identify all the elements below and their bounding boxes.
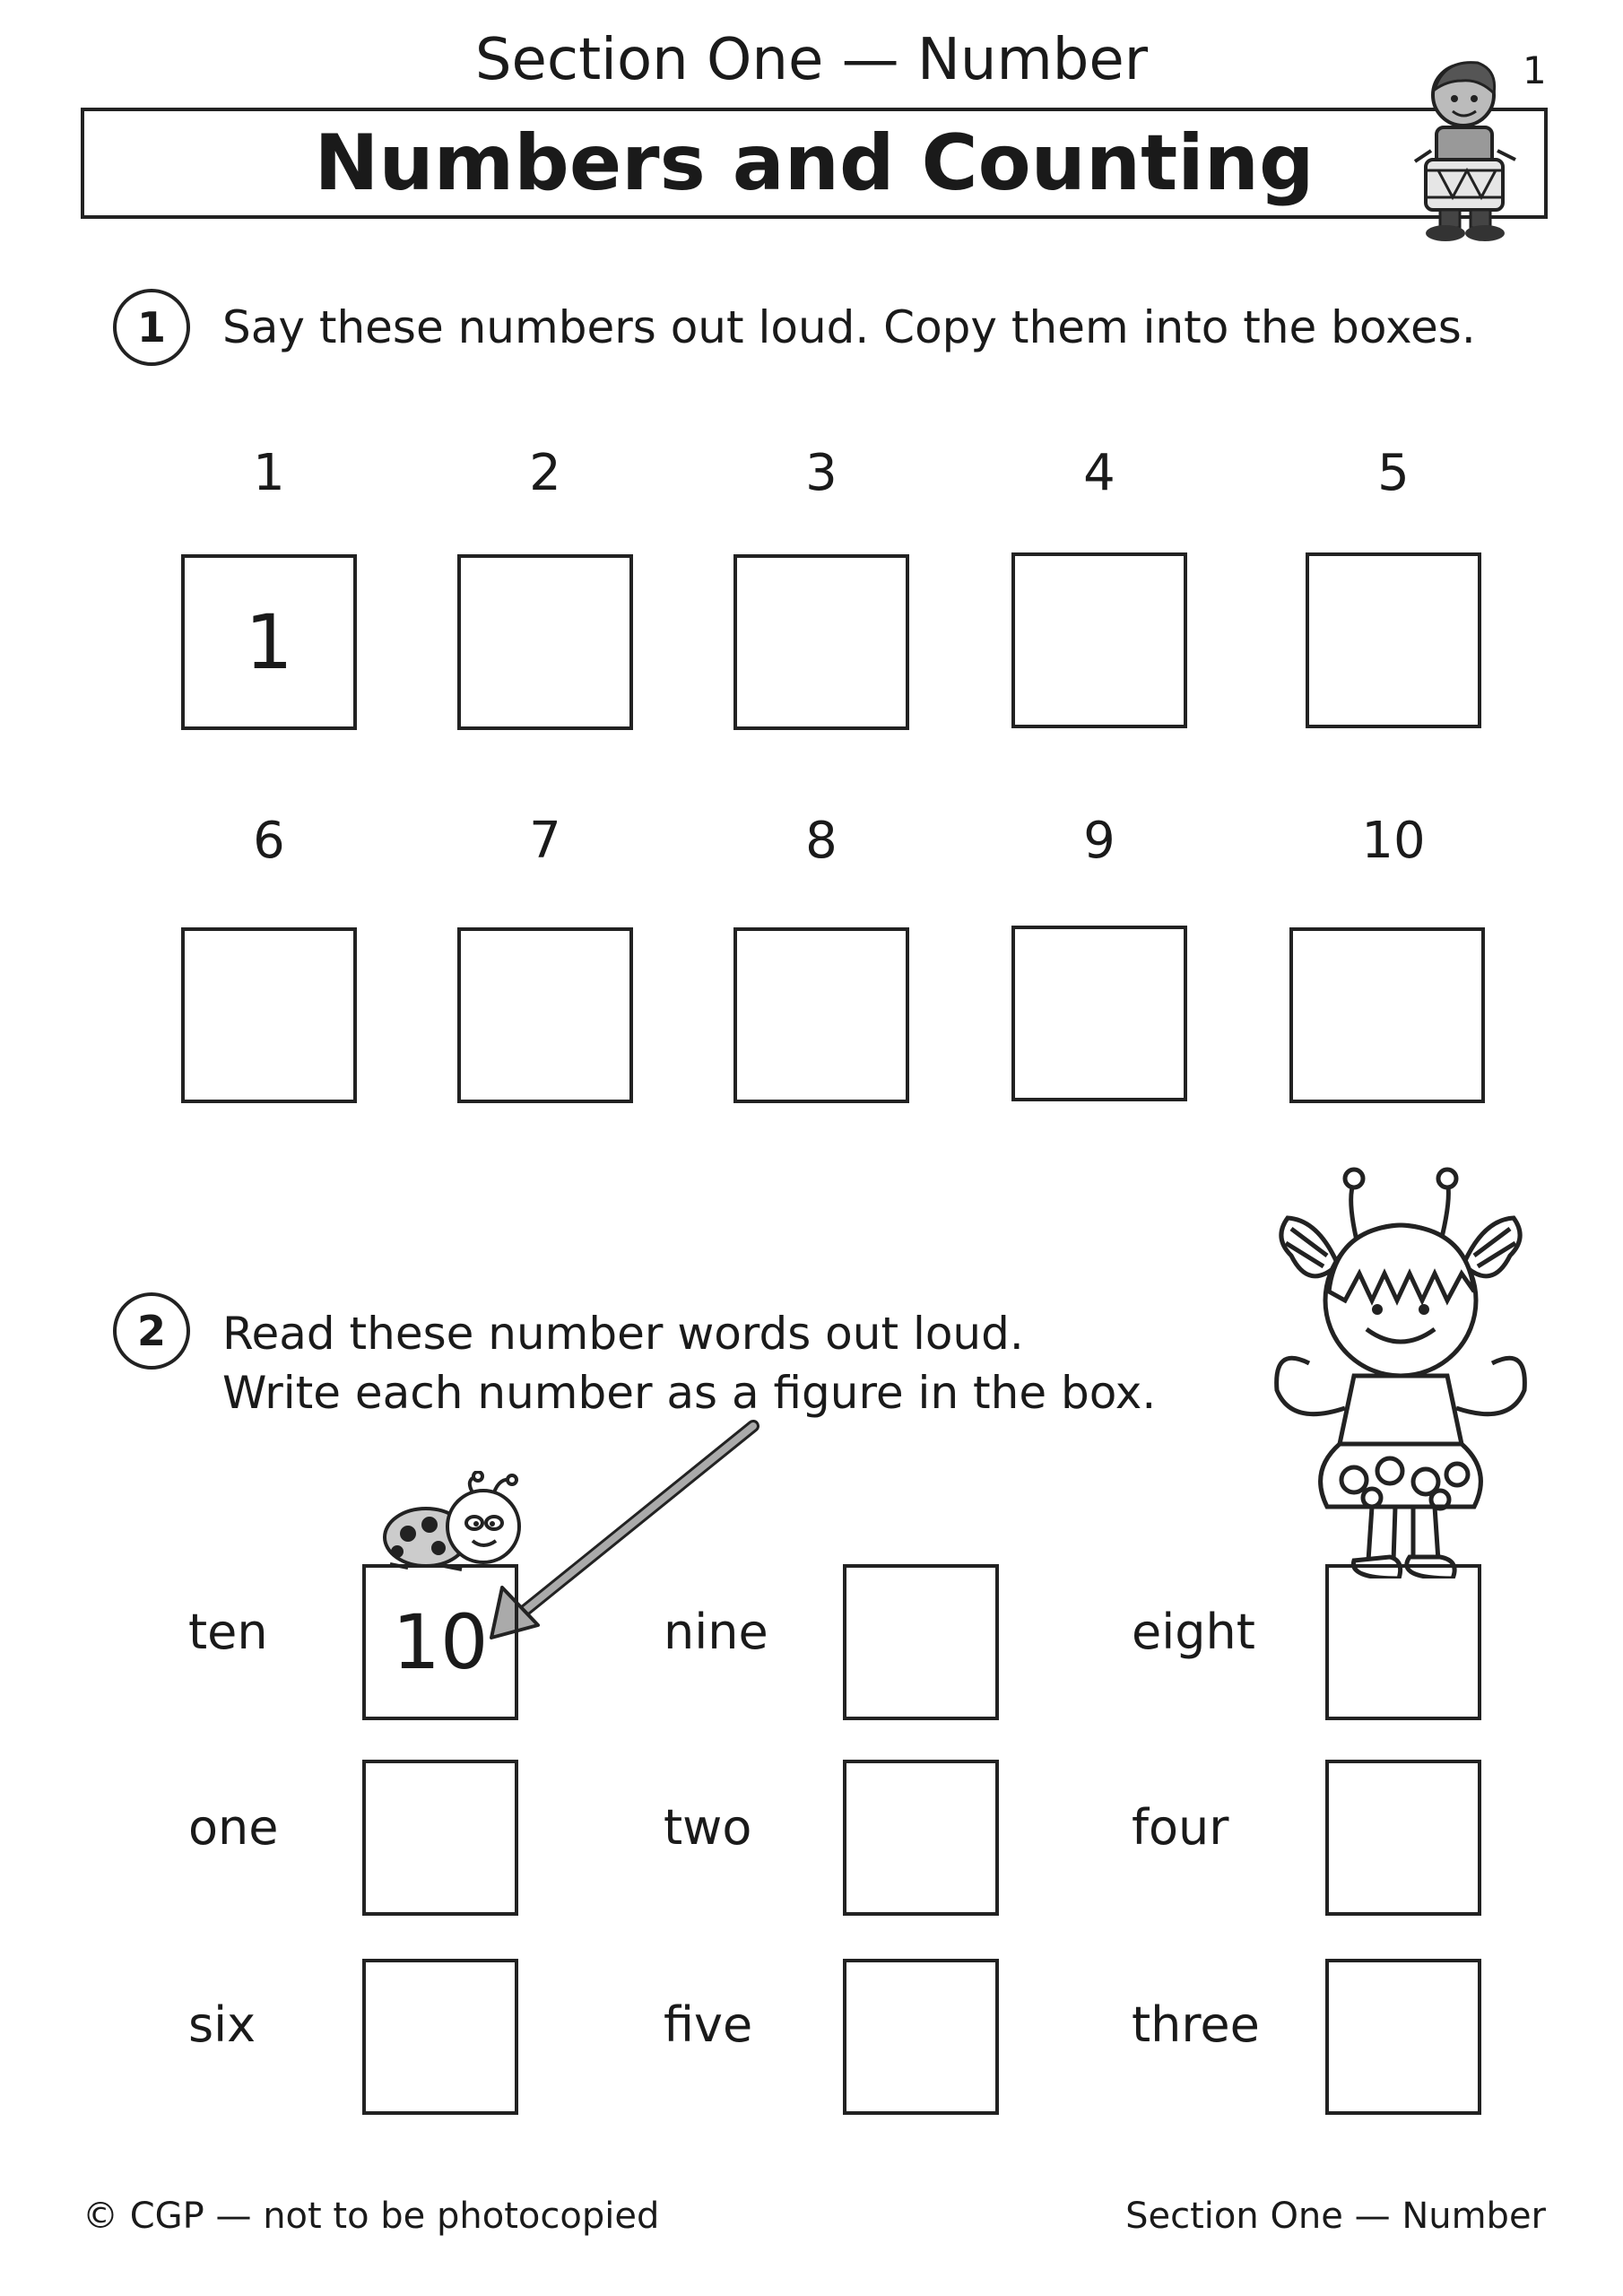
word-answer-box-four[interactable] bbox=[1325, 1760, 1481, 1916]
ladybug-illustration bbox=[372, 1471, 534, 1578]
number-label-9: 9 bbox=[1083, 812, 1115, 870]
drummer-boy-illustration bbox=[1399, 54, 1533, 242]
answer-box-4[interactable] bbox=[1011, 552, 1187, 728]
word-answer-box-two[interactable] bbox=[843, 1760, 999, 1916]
number-word-two: two bbox=[664, 1799, 752, 1856]
number-label-6: 6 bbox=[253, 812, 285, 870]
question-1-number: 1 bbox=[113, 289, 190, 366]
page-number: 1 bbox=[1523, 48, 1547, 92]
number-label-5: 5 bbox=[1377, 444, 1410, 502]
answer-box-6[interactable] bbox=[181, 927, 357, 1103]
number-label-1: 1 bbox=[253, 444, 285, 502]
number-label-8: 8 bbox=[805, 812, 838, 870]
number-word-six: six bbox=[188, 1996, 256, 2053]
word-answer-box-nine[interactable] bbox=[843, 1564, 999, 1720]
word-answer-box-ten[interactable]: 10 bbox=[362, 1564, 518, 1720]
answer-box-10[interactable] bbox=[1289, 927, 1485, 1103]
word-answer-box-eight[interactable] bbox=[1325, 1564, 1481, 1720]
answer-box-7[interactable] bbox=[457, 927, 633, 1103]
answer-box-3[interactable] bbox=[733, 554, 909, 730]
answer-box-1[interactable]: 1 bbox=[181, 554, 357, 730]
question-2-number: 2 bbox=[113, 1292, 190, 1370]
question-2-instruction-line2: Write each number as a figure in the box. bbox=[222, 1367, 1157, 1419]
girl-bee-illustration bbox=[1255, 1166, 1551, 1578]
number-word-three: three bbox=[1132, 1996, 1260, 2053]
footer-copyright: © CGP — not to be photocopied bbox=[82, 2196, 660, 2237]
answer-box-8[interactable] bbox=[733, 927, 909, 1103]
word-answer-box-three[interactable] bbox=[1325, 1959, 1481, 2115]
word-answer-box-five[interactable] bbox=[843, 1959, 999, 2115]
answer-box-9[interactable] bbox=[1011, 926, 1187, 1101]
number-word-eight: eight bbox=[1132, 1604, 1255, 1660]
word-answer-box-one[interactable] bbox=[362, 1760, 518, 1916]
number-word-four: four bbox=[1132, 1799, 1229, 1856]
answer-box-2[interactable] bbox=[457, 554, 633, 730]
number-label-7: 7 bbox=[529, 812, 561, 870]
number-label-10: 10 bbox=[1361, 812, 1426, 870]
number-word-five: five bbox=[664, 1996, 753, 2053]
answer-box-5[interactable] bbox=[1306, 552, 1481, 728]
number-label-2: 2 bbox=[529, 444, 561, 502]
number-label-3: 3 bbox=[805, 444, 838, 502]
word-answer-box-six[interactable] bbox=[362, 1959, 518, 2115]
number-word-nine: nine bbox=[664, 1604, 768, 1660]
section-header: Section One — Number bbox=[474, 27, 1149, 93]
question-1-instruction: Say these numbers out loud. Copy them into the boxes. bbox=[222, 301, 1476, 353]
question-2-instruction-line1: Read these number words out loud. bbox=[222, 1308, 1024, 1360]
page-title: Numbers and Counting bbox=[81, 108, 1548, 219]
number-label-4: 4 bbox=[1083, 444, 1115, 502]
number-word-ten: ten bbox=[188, 1604, 268, 1660]
number-word-one: one bbox=[188, 1799, 279, 1856]
footer-section: Section One — Number bbox=[1125, 2196, 1546, 2237]
